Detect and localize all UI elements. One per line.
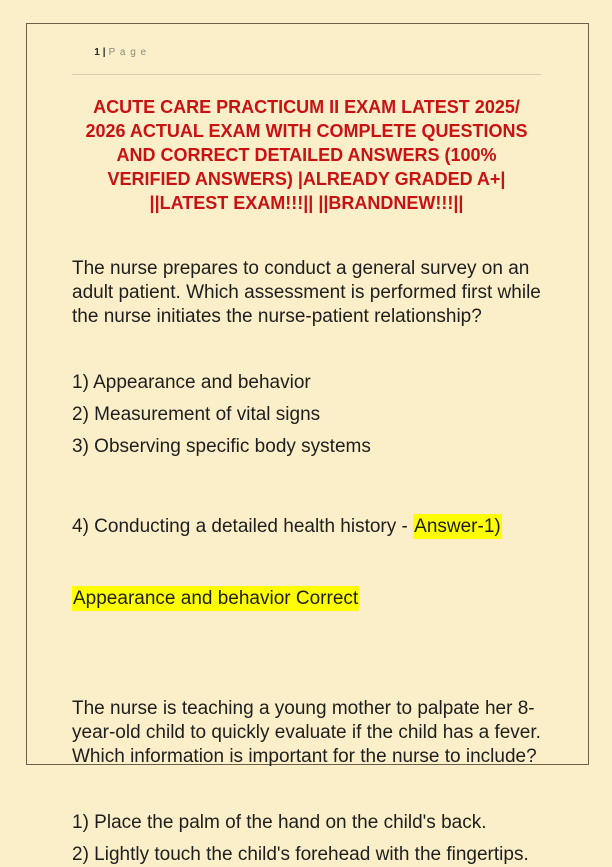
question-2-text [72,697,541,769]
answer-option-2: 2) Lightly touch the child's forehead with the fingertips. [72,844,529,865]
question-2-options [72,811,541,867]
question-1-line: adult patient. Which assessment is performed first while [72,282,541,303]
question-2-line: year-old child to quickly evaluate if the child has a fever. [72,722,541,743]
answer-option-4-line [72,515,541,539]
document-title-line: 2026 ACTUAL EXAM WITH COMPLETE QUESTIONS [85,121,528,141]
page-header-label: P a g e [108,47,148,58]
question-1-options [72,371,541,659]
correct-answer-highlight: Answer-1) [414,516,501,537]
page-number: 1 [94,47,100,58]
answer-option-1: 1) Appearance and behavior [72,372,311,393]
page-header-separator: | [102,47,106,58]
answer-option-4-text: 4) Conducting a detailed health history - [72,516,414,537]
page-content [27,24,588,867]
answer-option-4 [72,467,541,659]
document-title [72,95,541,215]
answer-option-1: 1) Place the palm of the hand on the child's back. [72,812,487,833]
question-1-line: the nurse initiates the nurse-patient relationship? [72,306,482,327]
correct-answer-highlight: Appearance and behavior Correct [73,588,359,609]
document-title-line: VERIFIED ANSWERS) |ALREADY GRADED A+| [107,169,506,189]
document-title-line: ||LATEST EXAM!!!|| ||BRANDNEW!!!|| [149,193,464,213]
question-1-text [72,257,541,329]
answer-option-2: 2) Measurement of vital signs [72,404,321,425]
document-title-line: ACUTE CARE PRACTICUM II EXAM LATEST 2025/ [93,97,520,117]
question-1-line: The nurse prepares to conduct a general survey on an [72,258,530,279]
question-2-line: Which information is important for the nurse to include? [72,746,537,767]
document-page [26,23,589,865]
answer-option-4-line [72,587,541,611]
answer-option-3: 3) Observing specific body systems [72,436,371,457]
document-title-line: AND CORRECT DETAILED ANSWERS (100% [116,145,497,165]
question-2-line: The nurse is teaching a young mother to palpate her 8- [72,698,535,719]
page-header [72,36,541,75]
